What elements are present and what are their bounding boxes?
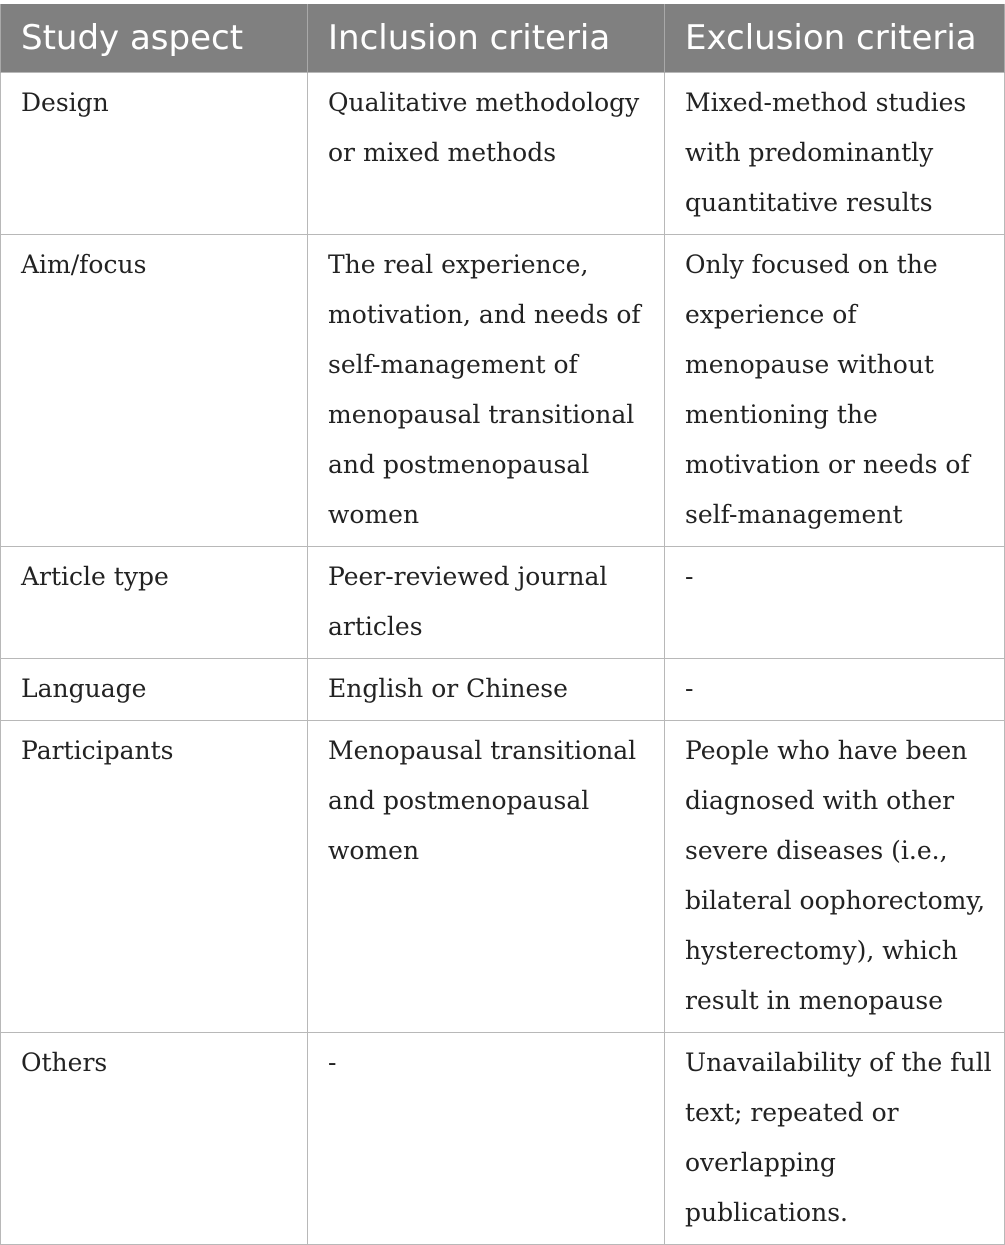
table-row <box>1 547 1005 659</box>
cell-aspect: Others <box>1 1033 308 1245</box>
cell-inclusion: The real experience, motivation, and needs of self-management of menopausal transitional and postmenopausal women <box>308 235 665 547</box>
table-body <box>1 73 1005 1245</box>
cell-exclusion: Unavailability of the full text; repeated or overlapping publications. <box>665 1033 1005 1245</box>
cell-aspect: Aim/focus <box>1 235 308 547</box>
cell-aspect: Participants <box>1 721 308 1033</box>
cell-inclusion: Peer-reviewed journal articles <box>308 547 665 659</box>
cell-inclusion: Qualitative methodology or mixed methods <box>308 73 665 235</box>
table-header <box>1 4 1005 73</box>
table-row <box>1 659 1005 721</box>
cell-exclusion: People who have been diagnosed with other severe diseases (i.e., bilateral oophorectomy, hysterectomy), which result in menopause <box>665 721 1005 1033</box>
table-row <box>1 73 1005 235</box>
cell-inclusion: English or Chinese <box>308 659 665 721</box>
cell-inclusion: - <box>308 1033 665 1245</box>
table-row <box>1 1033 1005 1245</box>
cell-exclusion: Mixed-method studies with predominantly quantitative results <box>665 73 1005 235</box>
header-exclusion-criteria: Exclusion criteria <box>665 4 1005 73</box>
header-study-aspect: Study aspect <box>1 4 308 73</box>
table-row <box>1 235 1005 547</box>
header-row <box>1 4 1005 73</box>
cell-inclusion: Menopausal transitional and postmenopausal women <box>308 721 665 1033</box>
cell-aspect: Article type <box>1 547 308 659</box>
header-inclusion-criteria: Inclusion criteria <box>308 4 665 73</box>
cell-exclusion: - <box>665 659 1005 721</box>
cell-exclusion: Only focused on the experience of menopause without mentioning the motivation or needs of self-management <box>665 235 1005 547</box>
criteria-table <box>0 4 1005 1245</box>
cell-aspect: Language <box>1 659 308 721</box>
table-row <box>1 721 1005 1033</box>
cell-aspect: Design <box>1 73 308 235</box>
cell-exclusion: - <box>665 547 1005 659</box>
